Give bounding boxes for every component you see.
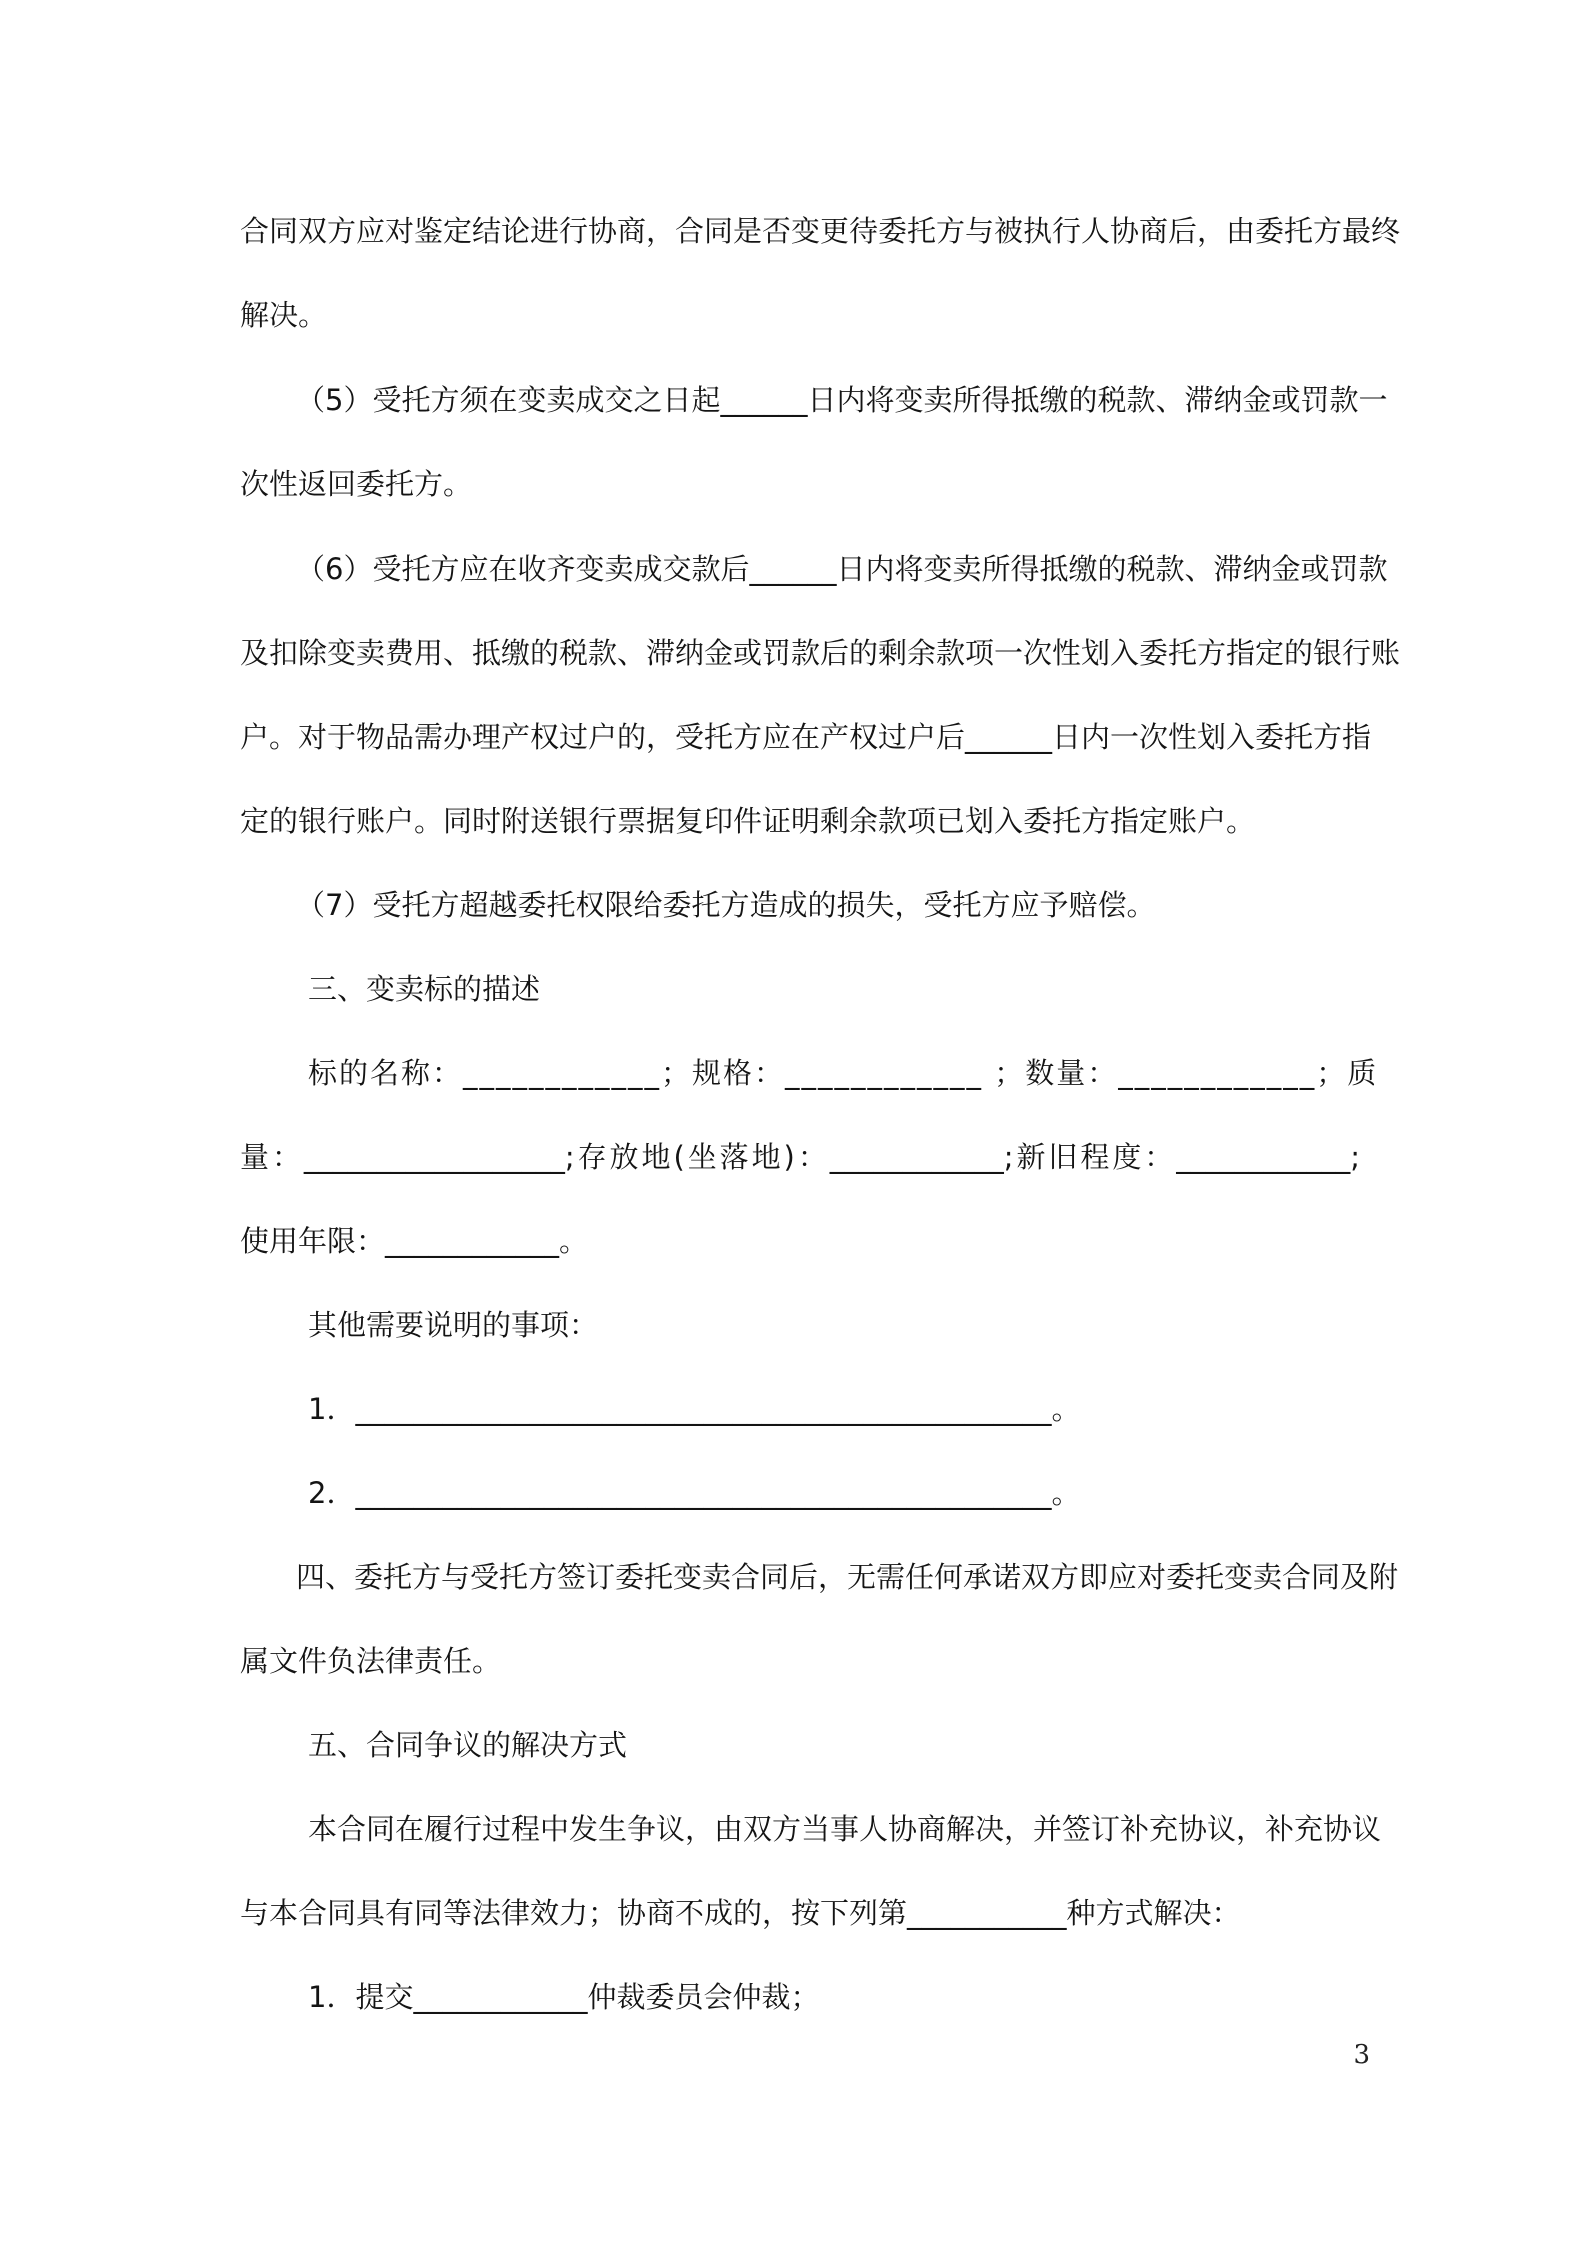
clause-5-line: 次性返回委托方。 [240,467,473,501]
clause-6-line: 户。对于物品需办理产权过户的，受托方应在产权过户后______日内一次性划入委托方指 [240,720,1372,754]
paragraph-line: 合同双方应对鉴定结论进行协商，合同是否变更待委托方与被执行人协商后，由委托方最终 [240,214,1401,248]
section-4-line: 四、委托方与受托方签订委托变卖合同后，无需任何承诺双方即应对委托变卖合同及附 [296,1560,1399,1594]
object-description-line: 使用年限：____________。 [240,1224,589,1258]
section-3-heading: 三、变卖标的描述 [308,972,541,1006]
clause-5-line: （5）受托方须在变卖成交之日起______日内将变卖所得抵缴的税款、滞纳金或罚款一 [296,383,1388,417]
clause-6-line: （6）受托方应在收齐变卖成交款后______日内将变卖所得抵缴的税款、滞纳金或罚款 [296,552,1388,586]
other-matters-item: 1．________________________________________________。 [308,1392,1081,1426]
other-matters-item: 2．________________________________________________。 [308,1476,1081,1510]
object-description-line: 标的名称：____________；规格：____________ ；数量：____________；质 [308,1056,1379,1090]
clause-6-line: 定的银行账户。同时附送银行票据复印件证明剩余款项已划入委托方指定账户。 [240,804,1256,838]
object-description-line: 量：__________________;存放地(坐落地)：____________;新旧程度：____________; [240,1140,1360,1174]
section-5-heading: 五、合同争议的解决方式 [308,1728,628,1762]
section-4-line: 属文件负法律责任。 [240,1644,502,1678]
clause-6-line: 及扣除变卖费用、抵缴的税款、滞纳金或罚款后的剩余款项一次性划入委托方指定的银行账 [240,636,1401,670]
dispute-resolution-line: 与本合同具有同等法律效力；协商不成的，按下列第___________种方式解决： [240,1896,1241,1930]
dispute-resolution-line: 本合同在履行过程中发生争议，由双方当事人协商解决，并签订补充协议，补充协议 [308,1812,1382,1846]
page-number: 3 [1353,2040,1370,2070]
paragraph-line: 解决。 [240,298,328,332]
other-matters-heading: 其他需要说明的事项： [308,1308,599,1342]
dispute-option-item: 1．提交____________仲裁委员会仲裁； [308,1980,820,2014]
clause-7-line: （7）受托方超越委托权限给委托方造成的损失，受托方应予赔偿。 [296,888,1156,922]
